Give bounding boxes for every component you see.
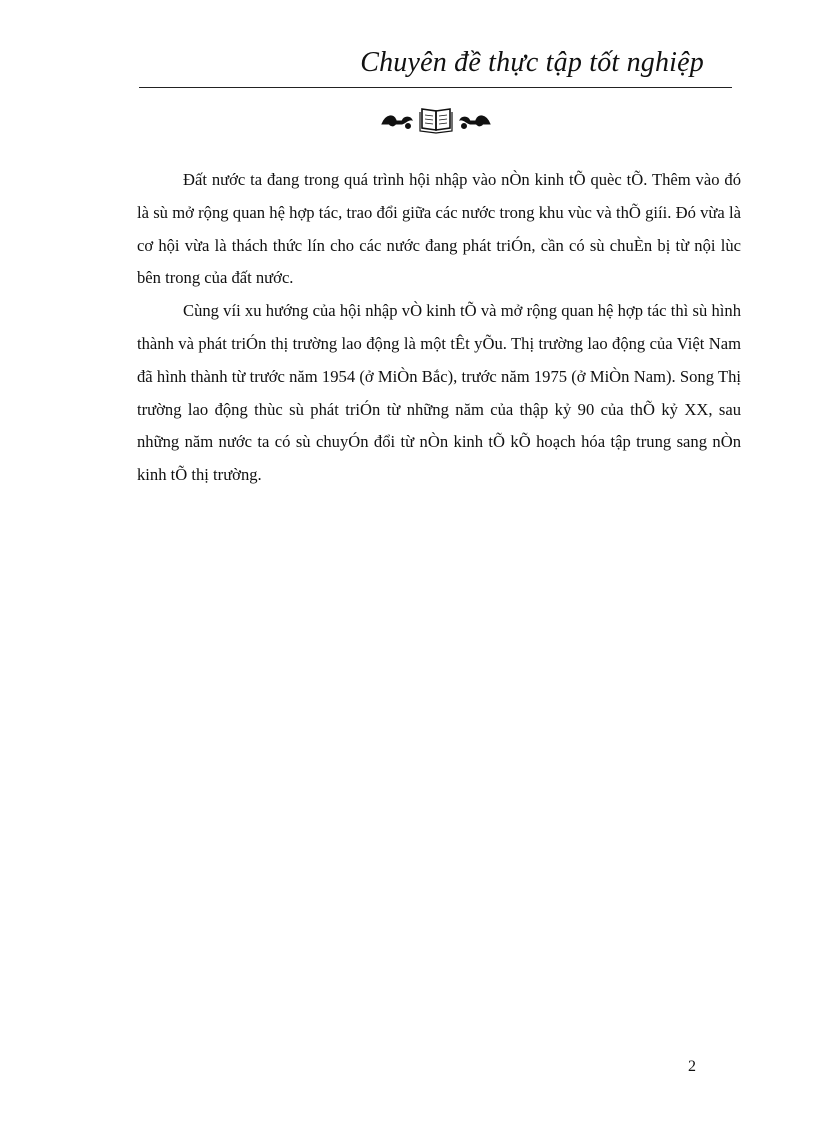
page-number: 2 [688,1058,696,1075]
header-ornament [380,104,492,134]
flourish-right-icon [460,116,490,129]
header-divider [139,87,732,88]
open-book-icon [420,109,452,133]
flourish-left-icon [382,116,412,129]
paragraph: Cùng víi xu hướng của hội nhập vÒ kinh tÕ và mở rộng quan hệ hợp tác thì sù hình thành và phát triÓn thị trường lao động là một tÊt yÕu. Thị trường lao động của Việt Nam đã hình thành từ trước năm 1954 (ở MiÒn Bắc), trước năm 1975 (ở MiÒn Nam). Song Thị trường lao động thùc sù phát triÓn từ những năm của thập kỷ 90 của thÕ kỷ XX, sau những năm nước ta có sù chuyÓn đổi từ nÒn kinh tÕ kÕ hoạch hóa tập trung sang nÒn kinh tÕ thị trường. [137,301,741,485]
body-text [137,164,741,492]
paragraph: Đất nước ta đang trong quá trình hội nhập vào nÒn kinh tÕ quèc tÕ. Thêm vào đó là sù mở rộng quan hệ hợp tác, trao đổi giữa các nước trong khu vùc và thÕ giíi. Đó vừa là cơ hội vừa là thách thức lín cho các nước đang phát triÓn, cần có sù chuÈn bị từ nội lùc bên trong của đất nước. [137,170,741,288]
header-title: Chuyên đề thực tập tốt nghiệp [360,47,704,78]
